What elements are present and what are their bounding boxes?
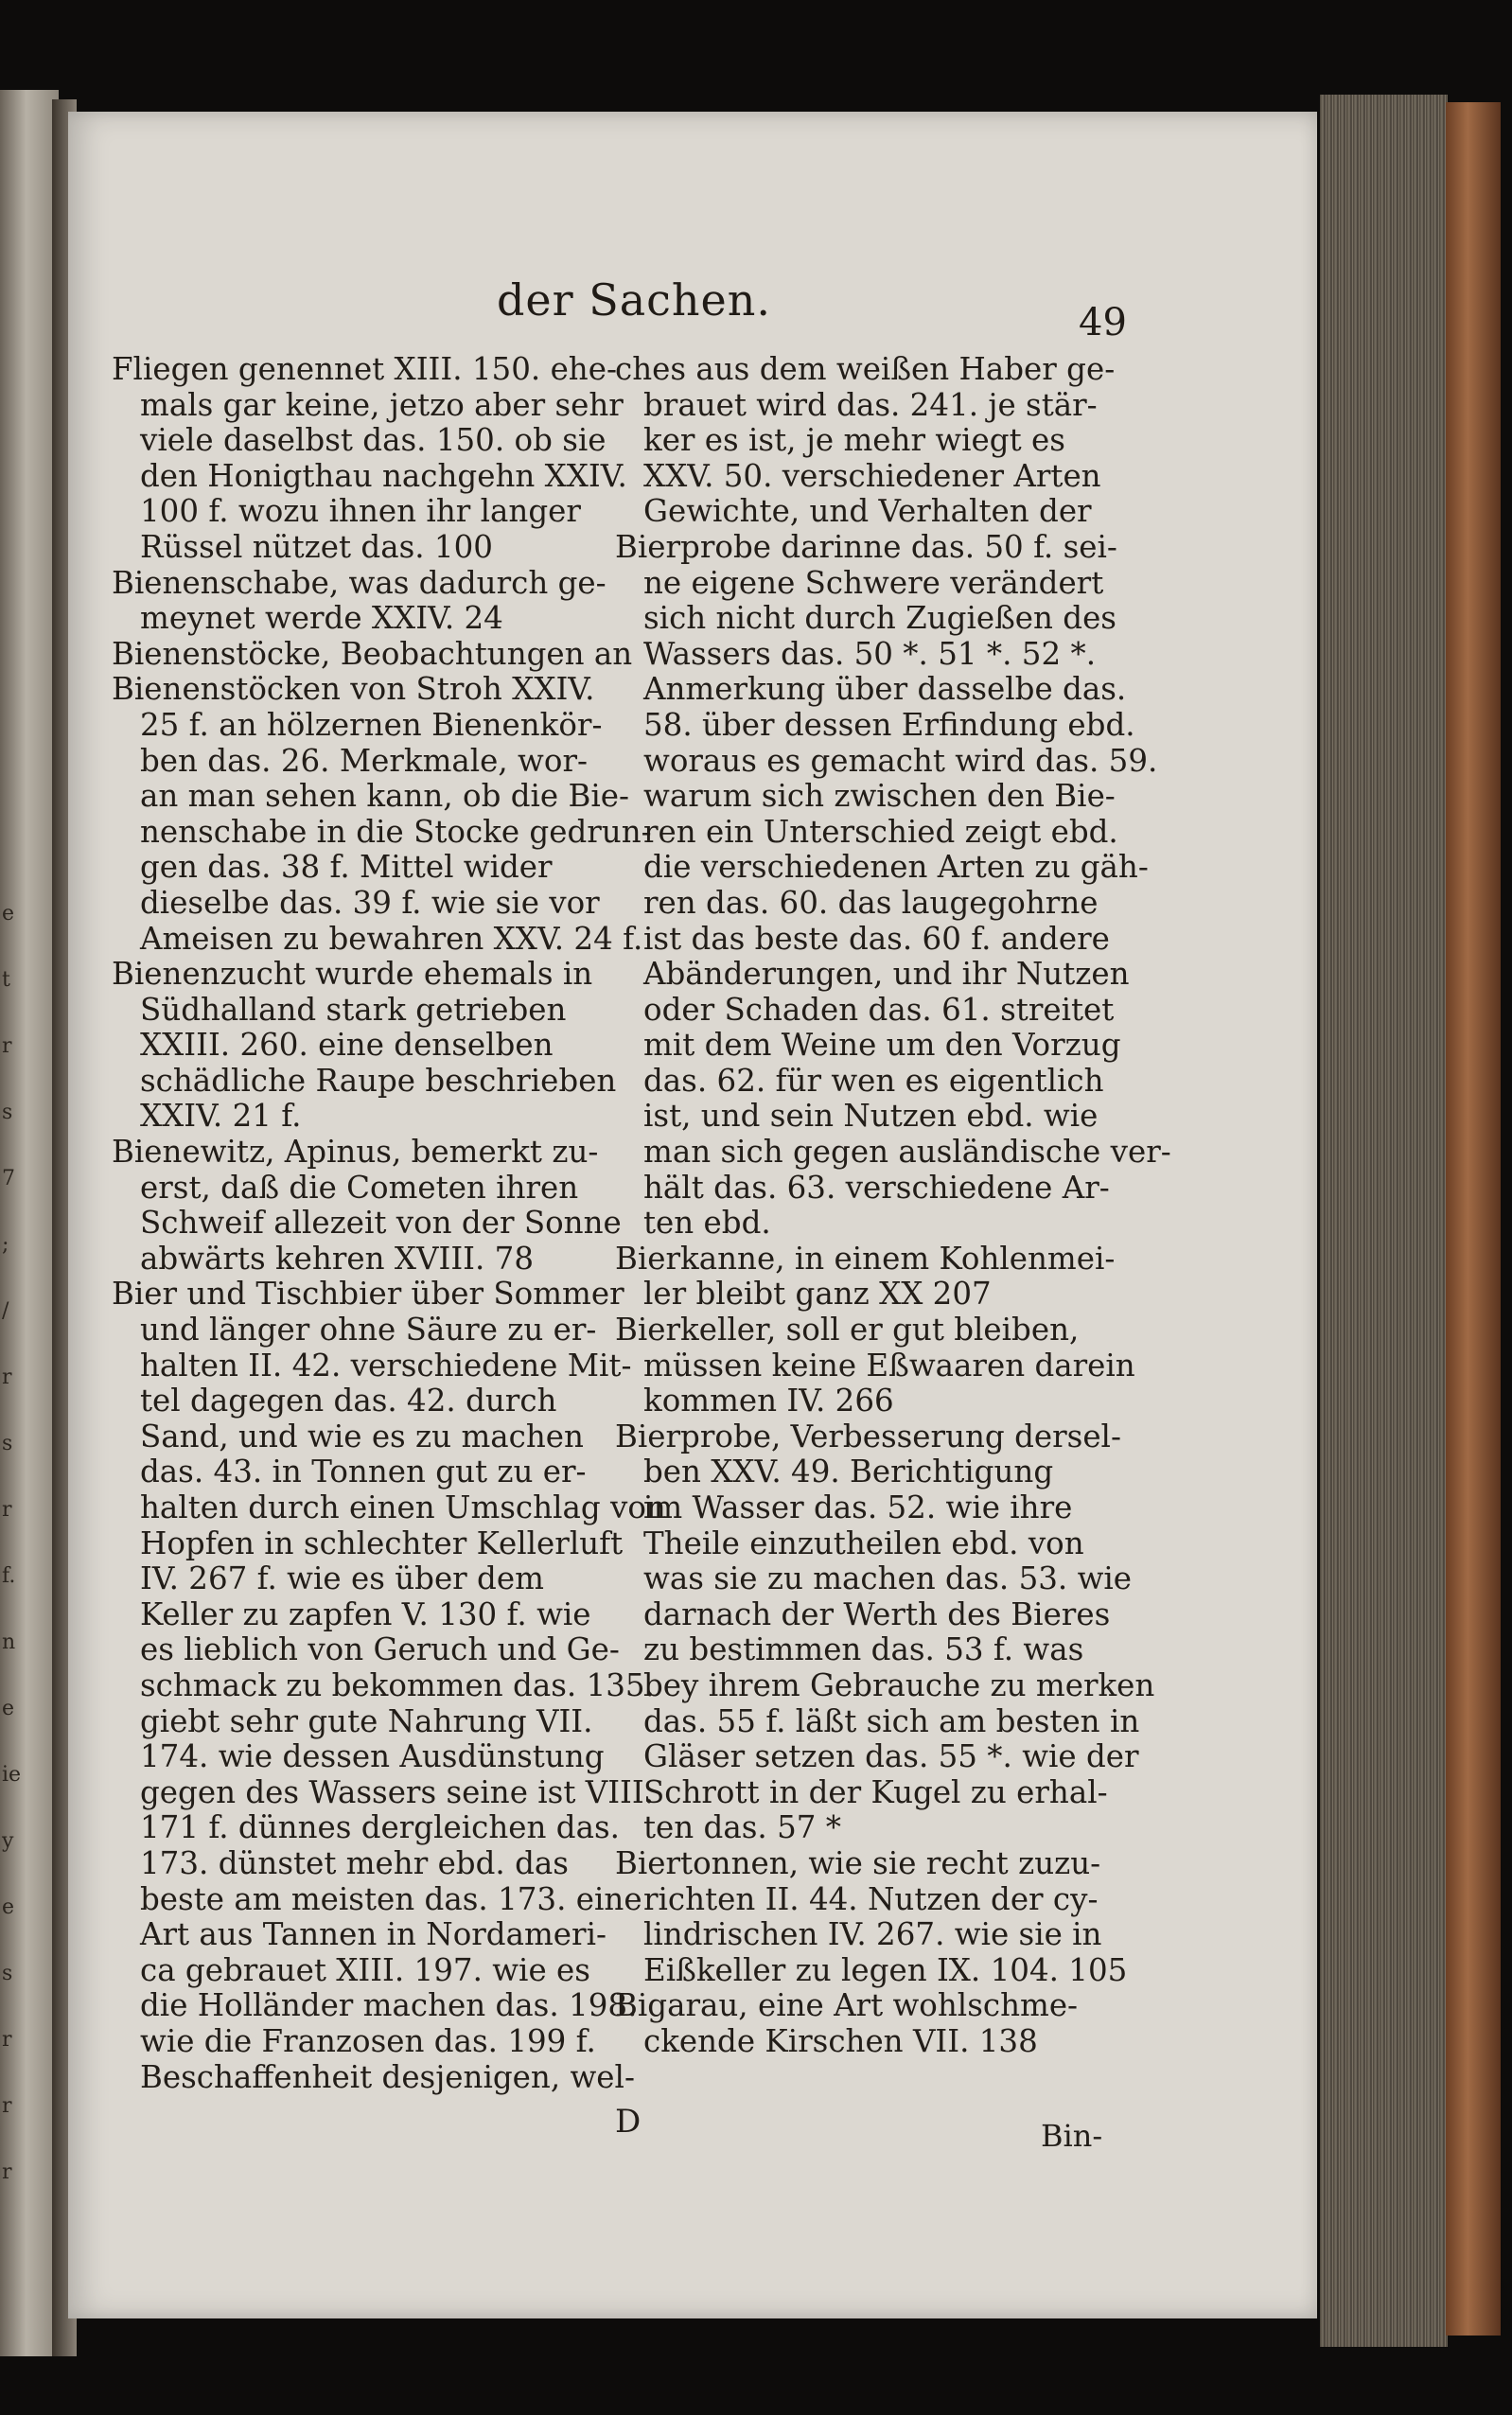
index-line: ches aus dem weißen Haber ge- <box>615 351 1116 387</box>
left-page-fragment: e <box>2 1697 15 1720</box>
left-page-fragment: r <box>2 1366 12 1389</box>
index-line: ben XXV. 49. Berichtigung <box>643 1454 1054 1490</box>
index-line: Sand, und wie es zu machen <box>140 1418 584 1454</box>
index-line: halten durch einen Umschlag von <box>140 1490 666 1525</box>
left-page-fragment: r <box>2 1034 12 1058</box>
index-line: die verschiedenen Arten zu gäh- <box>643 849 1149 886</box>
catchword: Bin- <box>1041 2118 1103 2154</box>
index-line: hält das. 63. verschiedene Ar- <box>643 1169 1110 1206</box>
index-line: ren das. 60. das laugegohrne <box>643 884 1099 921</box>
index-line: Art aus Tannen in Nordameri- <box>140 1916 607 1953</box>
index-line: brauet wird das. 241. je stär- <box>643 386 1098 423</box>
index-line: 171 f. dünnes dergleichen das. <box>140 1809 620 1846</box>
index-line: Bierkanne, in einem Kohlenmei- <box>615 1240 1116 1277</box>
index-line: zu bestimmen das. 53 f. was <box>643 1631 1084 1668</box>
index-line: XXV. 50. verschiedener Arten <box>643 457 1101 494</box>
left-page-fragment: r <box>2 2028 12 2052</box>
index-line: Rüssel nützet das. 100 <box>140 528 493 565</box>
index-line: viele daselbst das. 150. ob sie <box>140 422 607 459</box>
index-line: mit dem Weine um den Vorzug <box>643 1027 1121 1064</box>
index-line: im Wasser das. 52. wie ihre <box>643 1490 1073 1525</box>
printer-signature-mark: D <box>615 2103 642 2141</box>
index-line: giebt sehr gute Nahrung VII. <box>140 1702 593 1739</box>
index-line: ten das. 57 * <box>643 1809 842 1846</box>
index-line: Ameisen zu bewahren XXV. 24 f. <box>140 920 643 957</box>
index-line: ca gebrauet XIII. 197. wie es <box>140 1951 590 1988</box>
left-page-fragment: ie <box>2 1763 22 1787</box>
index-line: Wassers das. 50 *. 51 *. 52 *. <box>643 635 1097 672</box>
index-line: die Holländer machen das. 198. <box>140 1987 638 2024</box>
left-page-fragment: y <box>2 1829 14 1853</box>
index-line: an man sehen kann, ob die Bie- <box>140 778 629 815</box>
index-line: ne eigene Schwere verändert <box>643 564 1104 601</box>
index-line: Bierprobe darinne das. 50 f. sei- <box>615 528 1117 565</box>
index-line: 173. dünstet mehr ebd. das <box>140 1844 569 1881</box>
left-page-fragment: s <box>2 1962 13 1985</box>
index-line: Gewichte, und Verhalten der <box>643 493 1092 530</box>
left-page-fragment: / <box>2 1299 9 1323</box>
index-line: Bier und Tischbier über Sommer <box>112 1276 624 1313</box>
index-line: sich nicht durch Zugießen des <box>643 600 1116 637</box>
index-line: ben das. 26. Merkmale, wor- <box>140 742 588 779</box>
index-line: 174. wie dessen Ausdünstung <box>140 1738 605 1775</box>
index-column-right <box>615 351 1171 2131</box>
index-line: Bienenstöcke, Beobachtungen an <box>112 635 633 672</box>
index-line: gegen des Wassers seine ist VIII. <box>140 1773 655 1810</box>
index-line: schmack zu bekommen das. 135. <box>140 1666 655 1703</box>
leather-cover-edge <box>1446 102 1501 2336</box>
index-line: richten II. 44. Nutzen der cy- <box>643 1880 1099 1917</box>
index-line: Theile einzutheilen ebd. von <box>643 1525 1084 1561</box>
left-page-fragment: f. <box>2 1564 16 1588</box>
index-line: ist, und sein Nutzen ebd. wie <box>643 1098 1099 1135</box>
left-page-fragment: s <box>2 1101 13 1124</box>
index-line: nenschabe in die Stocke gedrun- <box>140 813 652 850</box>
index-line: und länger ohne Säure zu er- <box>140 1312 597 1349</box>
index-line: ckende Kirschen VII. 138 <box>643 2022 1038 2059</box>
index-line: Hopfen in schlechter Kellerluft <box>140 1525 624 1561</box>
index-line: oder Schaden das. 61. streitet <box>643 991 1115 1028</box>
running-header-title: der Sachen. <box>496 274 772 326</box>
index-line: gen das. 38 f. Mittel wider <box>140 849 553 886</box>
index-line: Gläser setzen das. 55 *. wie der <box>643 1738 1139 1775</box>
facing-left-page <box>0 90 59 2356</box>
index-line: 25 f. an hölzernen Bienenkör- <box>140 706 603 743</box>
index-line: Bienenzucht wurde ehemals in <box>112 956 593 993</box>
index-line: was sie zu machen das. 53. wie <box>643 1560 1133 1597</box>
index-line: kommen IV. 266 <box>643 1383 894 1419</box>
index-line: wie die Franzosen das. 199 f. <box>140 2022 596 2059</box>
index-line: Fliegen genennet XIII. 150. ehe- <box>112 351 617 387</box>
index-line: Bienenschabe, was dadurch ge- <box>112 564 607 601</box>
index-line: abwärts kehren XVIII. 78 <box>140 1240 535 1277</box>
index-line: Südhalland stark getrieben <box>140 991 567 1028</box>
index-line: Anmerkung über dasselbe das. <box>643 671 1127 708</box>
left-page-fragment: e <box>2 1895 15 1919</box>
index-line: Bierkeller, soll er gut bleiben, <box>615 1312 1080 1349</box>
index-line: ler bleibt ganz XX 207 <box>643 1276 992 1313</box>
index-line: das. 43. in Tonnen gut zu er- <box>140 1454 587 1490</box>
index-line: meynet werde XXIV. 24 <box>140 600 503 637</box>
index-line: Biertonnen, wie sie recht zuzu- <box>615 1844 1101 1881</box>
index-line: woraus es gemacht wird das. 59. <box>643 742 1158 779</box>
index-line: ten ebd. <box>643 1205 771 1242</box>
index-line: XXIV. 21 f. <box>140 1098 302 1135</box>
left-page-fragment: ; <box>2 1233 9 1257</box>
index-line: schädliche Raupe beschrieben <box>140 1062 617 1099</box>
index-line: ren ein Unterschied zeigt ebd. <box>643 813 1118 850</box>
index-line: man sich gegen ausländische ver- <box>643 1134 1171 1171</box>
index-line: den Honigthau nachgehn XXIV. <box>140 457 627 494</box>
index-line: halten II. 42. verschiedene Mit- <box>140 1347 632 1384</box>
left-page-fragment: n <box>2 1631 16 1654</box>
left-page-fragment: t <box>2 968 10 992</box>
index-line: ist das beste das. 60 f. andere <box>643 920 1110 957</box>
index-line: müssen keine Eßwaaren darein <box>643 1347 1135 1384</box>
index-line: 100 f. wozu ihnen ihr langer <box>140 493 581 530</box>
index-line: Eißkeller zu legen IX. 104. 105 <box>643 1951 1128 1988</box>
index-column-left <box>112 351 666 2131</box>
left-page-fragment: r <box>2 2160 12 2184</box>
index-line: mals gar keine, jetzo aber sehr <box>140 386 624 423</box>
index-line: Keller zu zapfen V. 130 f. wie <box>140 1595 591 1632</box>
index-line: ker es ist, je mehr wiegt es <box>643 422 1065 459</box>
left-page-text-fragments <box>2 902 22 2184</box>
index-line: tel dagegen das. 42. durch <box>140 1383 557 1419</box>
index-line: das. 55 f. läßt sich am besten in <box>643 1702 1140 1739</box>
index-line: Beschaffenheit desjenigen, wel- <box>140 2058 635 2095</box>
index-line: beste am meisten das. 173. eine <box>140 1880 642 1917</box>
index-line: Schrott in der Kugel zu erhal- <box>643 1773 1108 1810</box>
index-line: Schweif allezeit von der Sonne <box>140 1205 622 1242</box>
index-line: warum sich zwischen den Bie- <box>643 778 1116 815</box>
index-line: 58. über dessen Erfindung ebd. <box>643 706 1135 743</box>
index-line: Bienewitz, Apinus, bemerkt zu- <box>112 1134 599 1171</box>
page-block-edges <box>1320 95 1448 2347</box>
index-line: es lieblich von Geruch und Ge- <box>140 1631 620 1668</box>
left-page-fragment: r <box>2 1498 12 1522</box>
index-line: bey ihrem Gebrauche zu merken <box>643 1666 1155 1703</box>
left-page-fragment: 7 <box>2 1167 15 1190</box>
index-line: das. 62. für wen es eigentlich <box>643 1062 1104 1099</box>
index-line: dieselbe das. 39 f. wie sie vor <box>140 884 600 921</box>
index-line: lindrischen IV. 267. wie sie in <box>643 1916 1102 1953</box>
index-line: XXIII. 260. eine denselben <box>140 1027 554 1064</box>
page-number: 49 <box>1079 301 1127 344</box>
index-line: Bierprobe, Verbesserung dersel- <box>615 1418 1121 1454</box>
left-page-fragment: r <box>2 2094 12 2118</box>
index-line: Bienenstöcken von Stroh XXIV. <box>112 671 595 708</box>
index-line: IV. 267 f. wie es über dem <box>140 1560 544 1597</box>
index-line: Abänderungen, und ihr Nutzen <box>643 956 1130 993</box>
left-page-fragment: s <box>2 1432 13 1455</box>
index-line: darnach der Werth des Bieres <box>643 1595 1111 1632</box>
left-page-fragment: e <box>2 902 15 925</box>
index-line: erst, daß die Cometen ihren <box>140 1169 579 1206</box>
index-line: Bigarau, eine Art wohlschme- <box>615 1987 1079 2024</box>
